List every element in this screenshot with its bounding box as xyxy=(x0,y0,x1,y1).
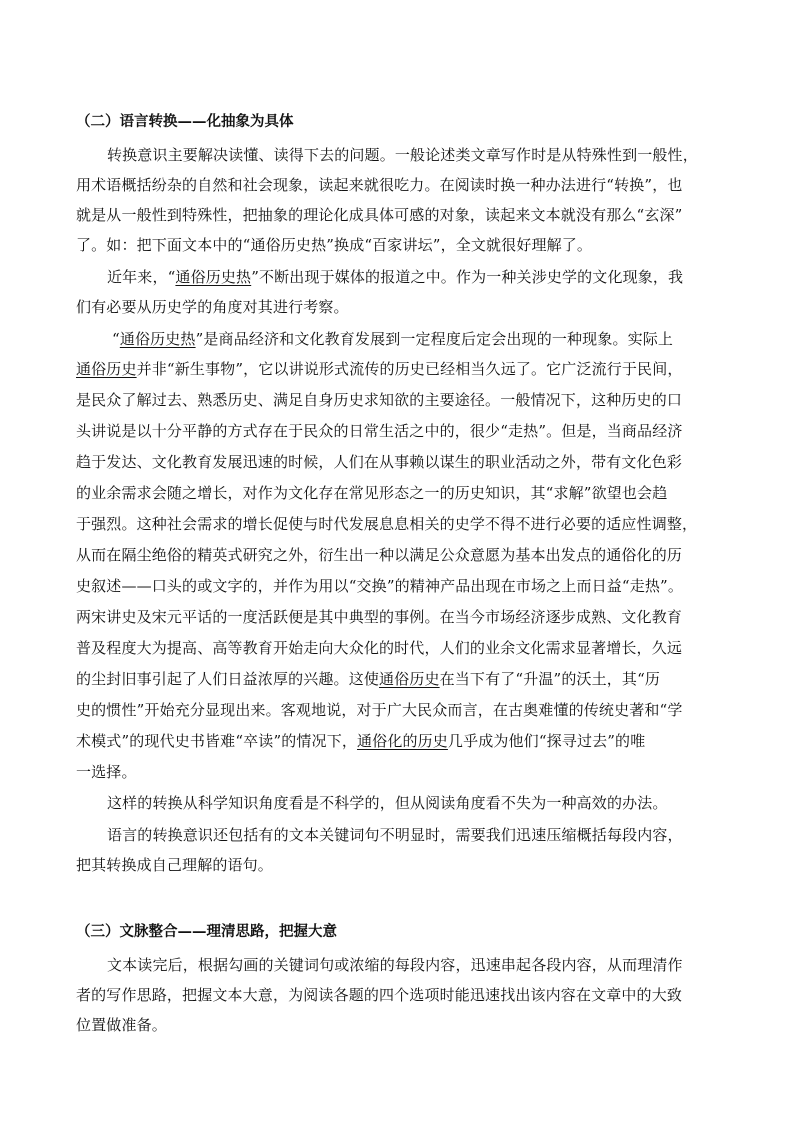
text-run: ”是商品经济和文化教育发展到一定程度后定会出现的一种现象。实际上 xyxy=(195,330,674,348)
text-run: 并非“新生事物”，它以讲说形式流传的历史已经相当久远了。它广泛流行于民间， xyxy=(136,360,683,378)
paragraph-line xyxy=(76,734,718,749)
text-run: 的尘封旧事引起了人们日益浓厚的兴趣。这使 xyxy=(76,670,380,688)
paragraph-line: 史叙述——口头的或文字的，并作为用以“交换”的精神产品出现在市场之上而日益“走热”。 xyxy=(76,577,683,595)
underlined-term: 通俗历史热 xyxy=(119,330,196,348)
text-run: 在当下有了“升温”的沃土，其“历 xyxy=(439,670,661,688)
text-run: ”不断出现于媒体的报道之中。作为一种关涉史学的文化现象，我 xyxy=(251,268,684,286)
paragraph-line xyxy=(76,672,718,687)
text-run: 术模式”的现代史书皆难“卒读”的情况下， xyxy=(76,732,358,750)
underlined-term: 通俗历史 xyxy=(379,670,440,688)
paragraph-line: 了。如：把下面文本中的“通俗历史热”换成“百家讲坛”，全文就很好理解了。 xyxy=(76,236,593,254)
paragraph-line: 把其转换成自己理解的语句。 xyxy=(76,856,273,874)
paragraph-line: 头讲说是以十分平静的方式存在于民众的日常生活之中的，很少“走热”。但是，当商品经济 xyxy=(76,422,683,440)
paragraph-line: 两宋讲史及宋元平话的一度活跃便是其中典型的事例。在当今市场经济逐步成熟、文化教育 xyxy=(76,608,683,626)
text-run: 近年来，“ xyxy=(107,268,176,286)
paragraph-line xyxy=(107,270,718,285)
paragraph-line: 们有必要从历史学的角度对其进行考察。 xyxy=(76,298,349,316)
section-heading-2: （二）语言转换——化抽象为具体 xyxy=(76,113,294,130)
paragraph-line: 从而在隔尘绝俗的精英式研究之外，衍生出一种以满足公众意愿为基本出发点的通俗化的历 xyxy=(76,546,683,564)
section-heading-3: （三）文脉整合——理清思路，把握大意 xyxy=(76,923,337,940)
paragraph-line: 者的写作思路，把握文本大意，为阅读各题的四个选项时能迅速找出该内容在文章中的大致 xyxy=(76,986,683,1004)
paragraph-line: 史的惯性”开始充分显现出来。客观地说，对于广大民众而言，在古奥难懂的传统史著和“学 xyxy=(76,701,683,719)
paragraph-line: 是民众了解过去、熟悉历史、满足自身历史求知欲的主要途径。一般情况下，这种历史的口 xyxy=(76,391,683,409)
paragraph-line xyxy=(76,362,718,377)
text-run: 几乎成为他们“探寻过去”的唯 xyxy=(447,732,646,750)
paragraph-line: 一选择。 xyxy=(76,763,137,781)
paragraph-line: 就是从一般性到特殊性，把抽象的理论化成具体可感的对象，读起来文本就没有那么“玄深” xyxy=(76,206,683,224)
underlined-term: 通俗历史 xyxy=(76,360,137,378)
text-run: “ xyxy=(112,330,120,348)
underlined-term: 通俗历史热 xyxy=(175,268,252,286)
paragraph-line: 普及程度大为提高、高等教育开始走向大众化的时代，人们的业余文化需求显著增长，久远 xyxy=(76,639,683,657)
paragraph-line: 趋于发达、文化教育发展迅速的时候，人们在从事赖以谋生的职业活动之外，带有文化色彩 xyxy=(76,453,683,471)
paragraph-line: 转换意识主要解决读懂、读得下去的问题。一般论述类文章写作时是从特殊性到一般性， xyxy=(107,146,698,164)
paragraph-line: 文本读完后，根据勾画的关键词句或浓缩的每段内容，迅速串起各段内容，从而理清作 xyxy=(107,956,683,974)
paragraph-line: 用术语概括纷杂的自然和社会现象，读起来就很吃力。在阅读时换一种办法进行“转换”，也 xyxy=(76,176,683,194)
paragraph-line: 这样的转换从科学知识角度看是不科学的，但从阅读角度看不失为一种高效的办法。 xyxy=(107,794,668,812)
paragraph-line: 语言的转换意识还包括有的文本关键词句不明显时，需要我们迅速压缩概括每段内容， xyxy=(107,826,683,844)
paragraph-line: 位置做准备。 xyxy=(76,1016,167,1034)
paragraph-line xyxy=(112,332,723,347)
paragraph-line: 于强烈。这种社会需求的增长促使与时代发展息息相关的史学不得不进行必要的适应性调整， xyxy=(76,515,698,533)
underlined-term: 通俗化的历史 xyxy=(357,732,448,750)
paragraph-line: 的业余需求会随之增长，对作为文化存在常见形态之一的历史知识，其“求解”欲望也会趋 xyxy=(76,484,668,502)
